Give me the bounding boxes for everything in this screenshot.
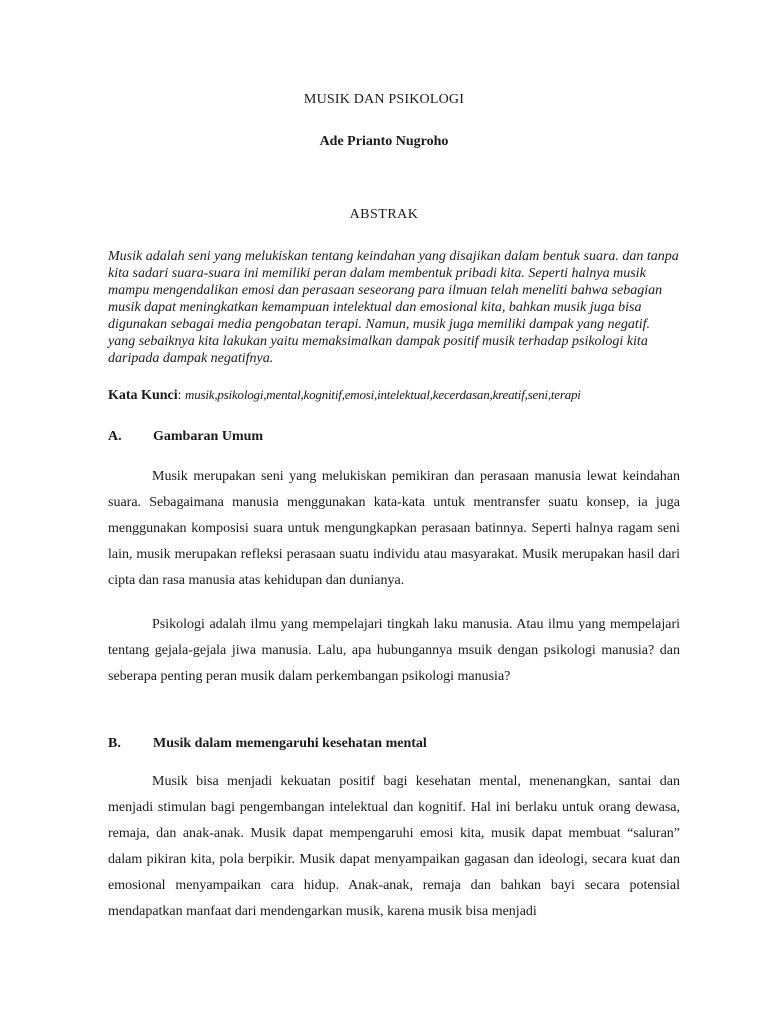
keywords-label: Kata Kunci: [108, 388, 178, 403]
section-title: Gambaran Umum: [153, 429, 264, 444]
section-letter: B.: [108, 736, 121, 751]
section-heading-a: [108, 429, 688, 445]
author-name: Ade Prianto Nugroho: [319, 134, 449, 149]
section-letter: A.: [108, 429, 122, 444]
abstract-text: Musik adalah seni yang melukiskan tentang keindahan yang disajikan dalam bentuk suara. dan tanpa kita sadari suara-suara ini memiliki peran dalam membentuk pribadi kita. Seperti halnya musik mampu mengendalikan emosi dan perasaan seseorang para ilmuan telah meneliti bahwa sebagian musik dapat meningkatkan kemampuan intelektual dan emosional kita, bahkan musik juga bisa digunakan sebagai media pengobatan terapi. Namun, musik juga memiliki dampak yang negatif. yang sebaiknya kita lakukan yaitu memaksimalkan dampak positif musik terhadap psikologi kita daripada dampak negatifnya.: [108, 249, 679, 366]
keywords-separator: :: [177, 388, 186, 403]
section-title: Musik dalam memengaruhi kesehatan mental: [153, 736, 427, 751]
section-heading-b: [108, 736, 688, 752]
document-title: MUSIK DAN PSIKOLOGI: [303, 92, 465, 107]
body-paragraph: Musik bisa menjadi kekuatan positif bagi kesehatan mental, menenangkan, santai dan menjadi stimulan bagi pengembangan intelektual dan kognitif. Hal ini berlaku untuk orang dewasa, remaja, dan anak-anak. Musik dapat mempengaruhi emosi kita, musik dapat membuat “saluran” dalam pikiran kita, pola berpikir. Musik dapat menyampaikan gagasan dan ideologi, secara kuat dan emosional menyampaikan cara hidup. Anak-anak, remaja dan bahkan bayi secara potensial mendapatkan manfaat dari mendengarkan musik, karena musik bisa menjadi: [108, 774, 680, 919]
abstract-heading: ABSTRAK: [349, 207, 419, 222]
keywords-values: musik,psikologi,mental,kognitif,emosi,intelektual,kecerdasan,kreatif,seni,terapi: [185, 387, 581, 402]
keywords-line: [108, 387, 688, 404]
body-paragraph: Musik merupakan seni yang melukiskan pemikiran dan perasaan manusia lewat keindahan suara. Sebagaimana manusia menggunakan kata-kata untuk mentransfer suatu konsep, ia juga menggunakan komposisi suara untuk mengungkapkan perasaan batinnya. Seperti halnya ragam seni lain, musik merupakan refleksi perasaan suatu individu atau masyarakat. Musik merupakan hasil dari cipta dan rasa manusia atas kehidupan dan dunianya.: [108, 469, 680, 588]
body-paragraph: Psikologi adalah ilmu yang mempelajari tingkah laku manusia. Atau ilmu yang mempelajari tentang gejala-gejala jiwa manusia. Lalu, apa hubungannya msuik dengan psikologi manusia? dan seberapa penting peran musik dalam perkembangan psikologi manusia?: [108, 617, 680, 684]
